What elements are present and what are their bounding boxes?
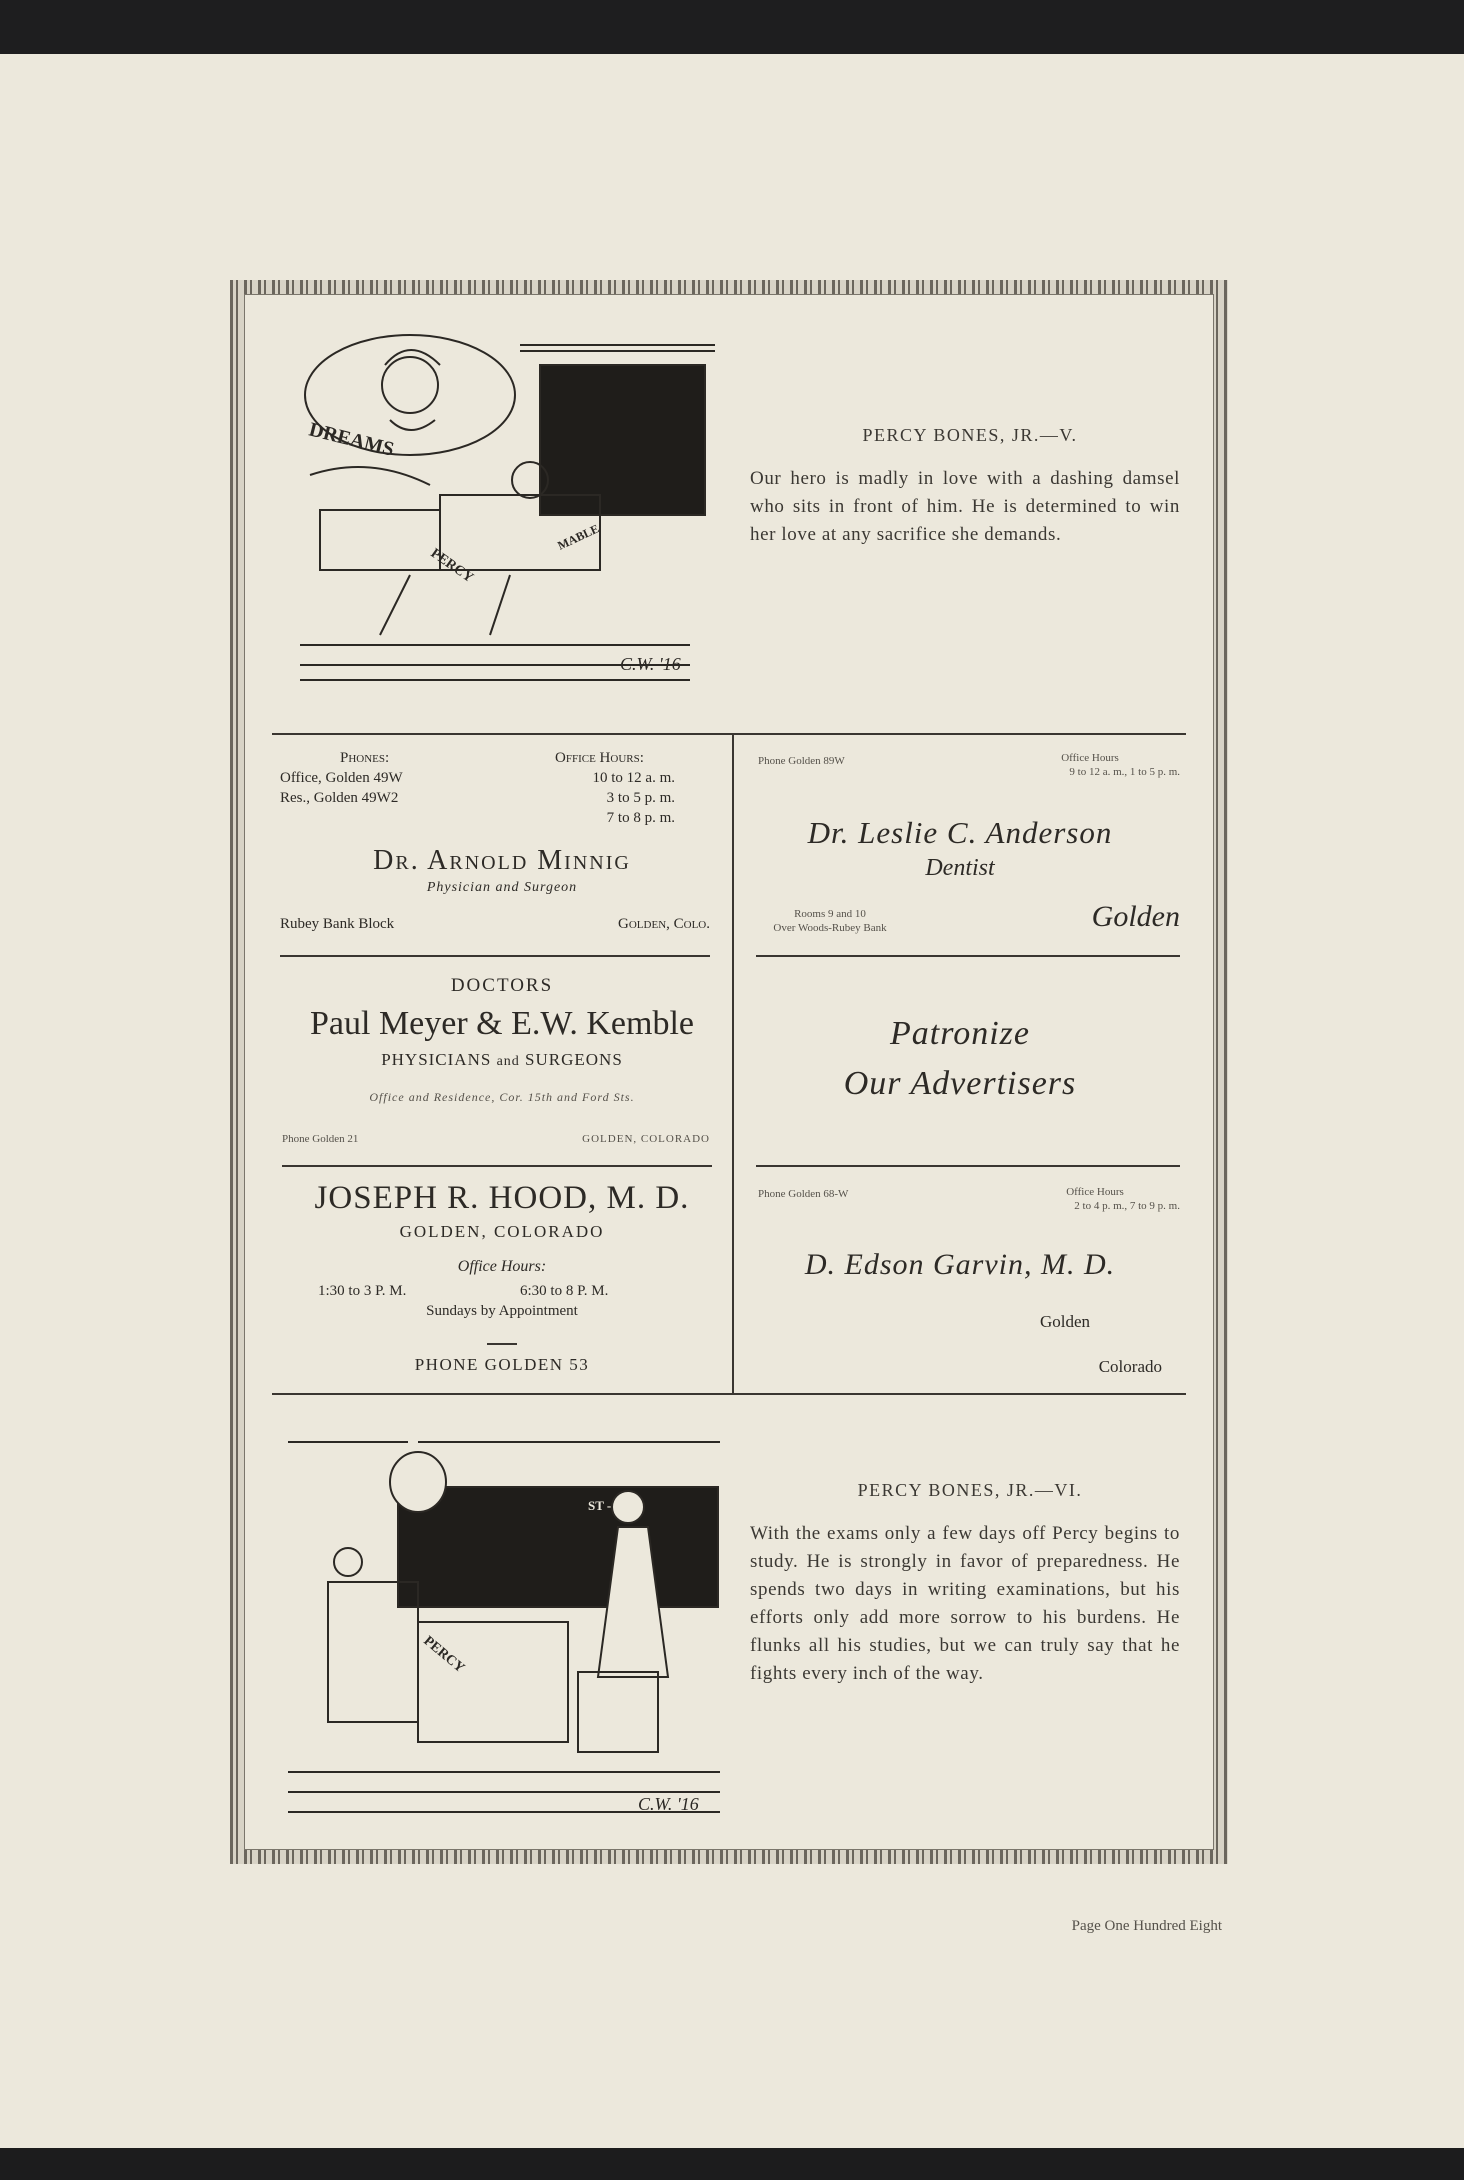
anderson-city: Golden xyxy=(1091,900,1180,933)
minnig-office-phone: Office, Golden 49W xyxy=(280,770,403,786)
garvin-phone: Phone Golden 68-W xyxy=(758,1188,849,1200)
garvin-state: Colorado xyxy=(1098,1357,1162,1376)
cartoon1-label-dreams: DREAMS xyxy=(306,418,397,461)
meyer-city: GOLDEN, COLORADO xyxy=(582,1133,710,1145)
anderson-hours-label: Office Hours xyxy=(1061,752,1119,764)
minnig-city: Golden, Colo. xyxy=(618,916,710,932)
page-footer: Page One Hundred Eight xyxy=(1071,1918,1222,1934)
cartoon2-signature: C.W. '16 xyxy=(638,1794,699,1814)
meyer-heading: DOCTORS xyxy=(450,975,554,996)
anderson-hours: 9 to 12 a. m., 1 to 5 p. m. xyxy=(1069,766,1180,778)
cartoon-percy-dreams xyxy=(290,325,720,695)
minnig-hours-1: 10 to 12 a. m. xyxy=(592,770,675,786)
cartoon2-label-percy: PERCY xyxy=(420,1633,468,1677)
meyer-title xyxy=(272,1050,732,1070)
meyer-title-b: SURGEONS xyxy=(525,1050,623,1069)
meyer-phone: Phone Golden 21 xyxy=(282,1133,359,1145)
divider-vertical xyxy=(732,733,734,1393)
garvin-city: Golden xyxy=(1039,1312,1090,1331)
anderson-name: Dr. Leslie C. Anderson xyxy=(807,815,1113,850)
hood-hours-a: 1:30 to 3 P. M. xyxy=(318,1283,407,1299)
hood-phone: PHONE GOLDEN 53 xyxy=(414,1355,590,1374)
anderson-rooms: Rooms 9 and 10 xyxy=(794,908,866,920)
story2-title: PERCY BONES, JR.—VI. xyxy=(857,1480,1083,1500)
minnig-name: Dr. Arnold Minnig xyxy=(373,845,631,876)
divider-bottom xyxy=(272,1393,1186,1395)
scan-top-edge xyxy=(0,0,1464,54)
divider-minnig xyxy=(280,955,710,957)
hood-name: JOSEPH R. HOOD, M. D. xyxy=(314,1180,690,1216)
meyer-office: Office and Residence, Cor. 15th and Ford Sts. xyxy=(369,1090,635,1104)
minnig-phones-label: Phones: xyxy=(340,750,390,766)
garvin-hours: 2 to 4 p. m., 7 to 9 p. m. xyxy=(1074,1200,1180,1212)
meyer-title-and: and xyxy=(496,1054,520,1069)
anderson-phone: Phone Golden 89W xyxy=(758,755,845,767)
cartoon1-label-mable: MABLE xyxy=(555,521,602,553)
scan-bottom-edge xyxy=(0,2148,1464,2180)
story1-title: PERCY BONES, JR.—V. xyxy=(862,425,1078,445)
hood-city: GOLDEN, COLORADO xyxy=(399,1222,605,1241)
hood-short-rule xyxy=(487,1343,517,1345)
divider-meyer xyxy=(282,1165,712,1167)
hood-sundays: Sundays by Appointment xyxy=(426,1303,578,1319)
minnig-hours-2: 3 to 5 p. m. xyxy=(606,790,675,806)
anderson-over: Over Woods-Rubey Bank xyxy=(773,922,887,934)
meyer-title-a: PHYSICIANS xyxy=(381,1050,492,1069)
minnig-location: Rubey Bank Block xyxy=(280,916,395,932)
hood-hours-label: Office Hours: xyxy=(457,1258,547,1275)
garvin-name: D. Edson Garvin, M. D. xyxy=(804,1248,1116,1281)
garvin-hours-label: Office Hours xyxy=(1066,1186,1124,1198)
cartoon-percy-exams xyxy=(288,1432,720,1822)
divider-patronize xyxy=(756,1165,1180,1167)
cartoon2-label-board: ST - AA xyxy=(588,1498,633,1513)
meyer-name: Paul Meyer & E.W. Kemble xyxy=(310,1005,694,1042)
patronize-line2: Our Advertisers xyxy=(843,1065,1077,1102)
story1-body: Our hero is madly in love with a dashing damsel who sits in front of him. He is determined to win her love at any sacrifice she demands. xyxy=(750,468,1180,545)
minnig-hours-3: 7 to 8 p. m. xyxy=(606,810,675,826)
patronize-line1: Patronize xyxy=(890,1015,1030,1052)
minnig-hours-label: Office Hours: xyxy=(555,750,644,766)
story2-body: With the exams only a few days off Percy begins to study. He is strongly in favor of preparedness. He spends two days in writing examinations, but his efforts only add more sorrow to his burdens. He flunks all his studies, but we can truly say that he fights every inch of the way. xyxy=(750,1523,1180,1684)
cartoon1-label-percy: PERCY xyxy=(427,545,476,586)
cartoon1-signature: C.W. '16 xyxy=(620,654,681,674)
minnig-res-phone: Res., Golden 49W2 xyxy=(280,790,399,806)
minnig-title: Physician and Surgeon xyxy=(426,880,578,895)
divider-anderson xyxy=(756,955,1180,957)
divider-top xyxy=(272,733,1186,735)
anderson-title: Dentist xyxy=(925,855,995,881)
hood-hours-b: 6:30 to 8 P. M. xyxy=(520,1283,609,1299)
